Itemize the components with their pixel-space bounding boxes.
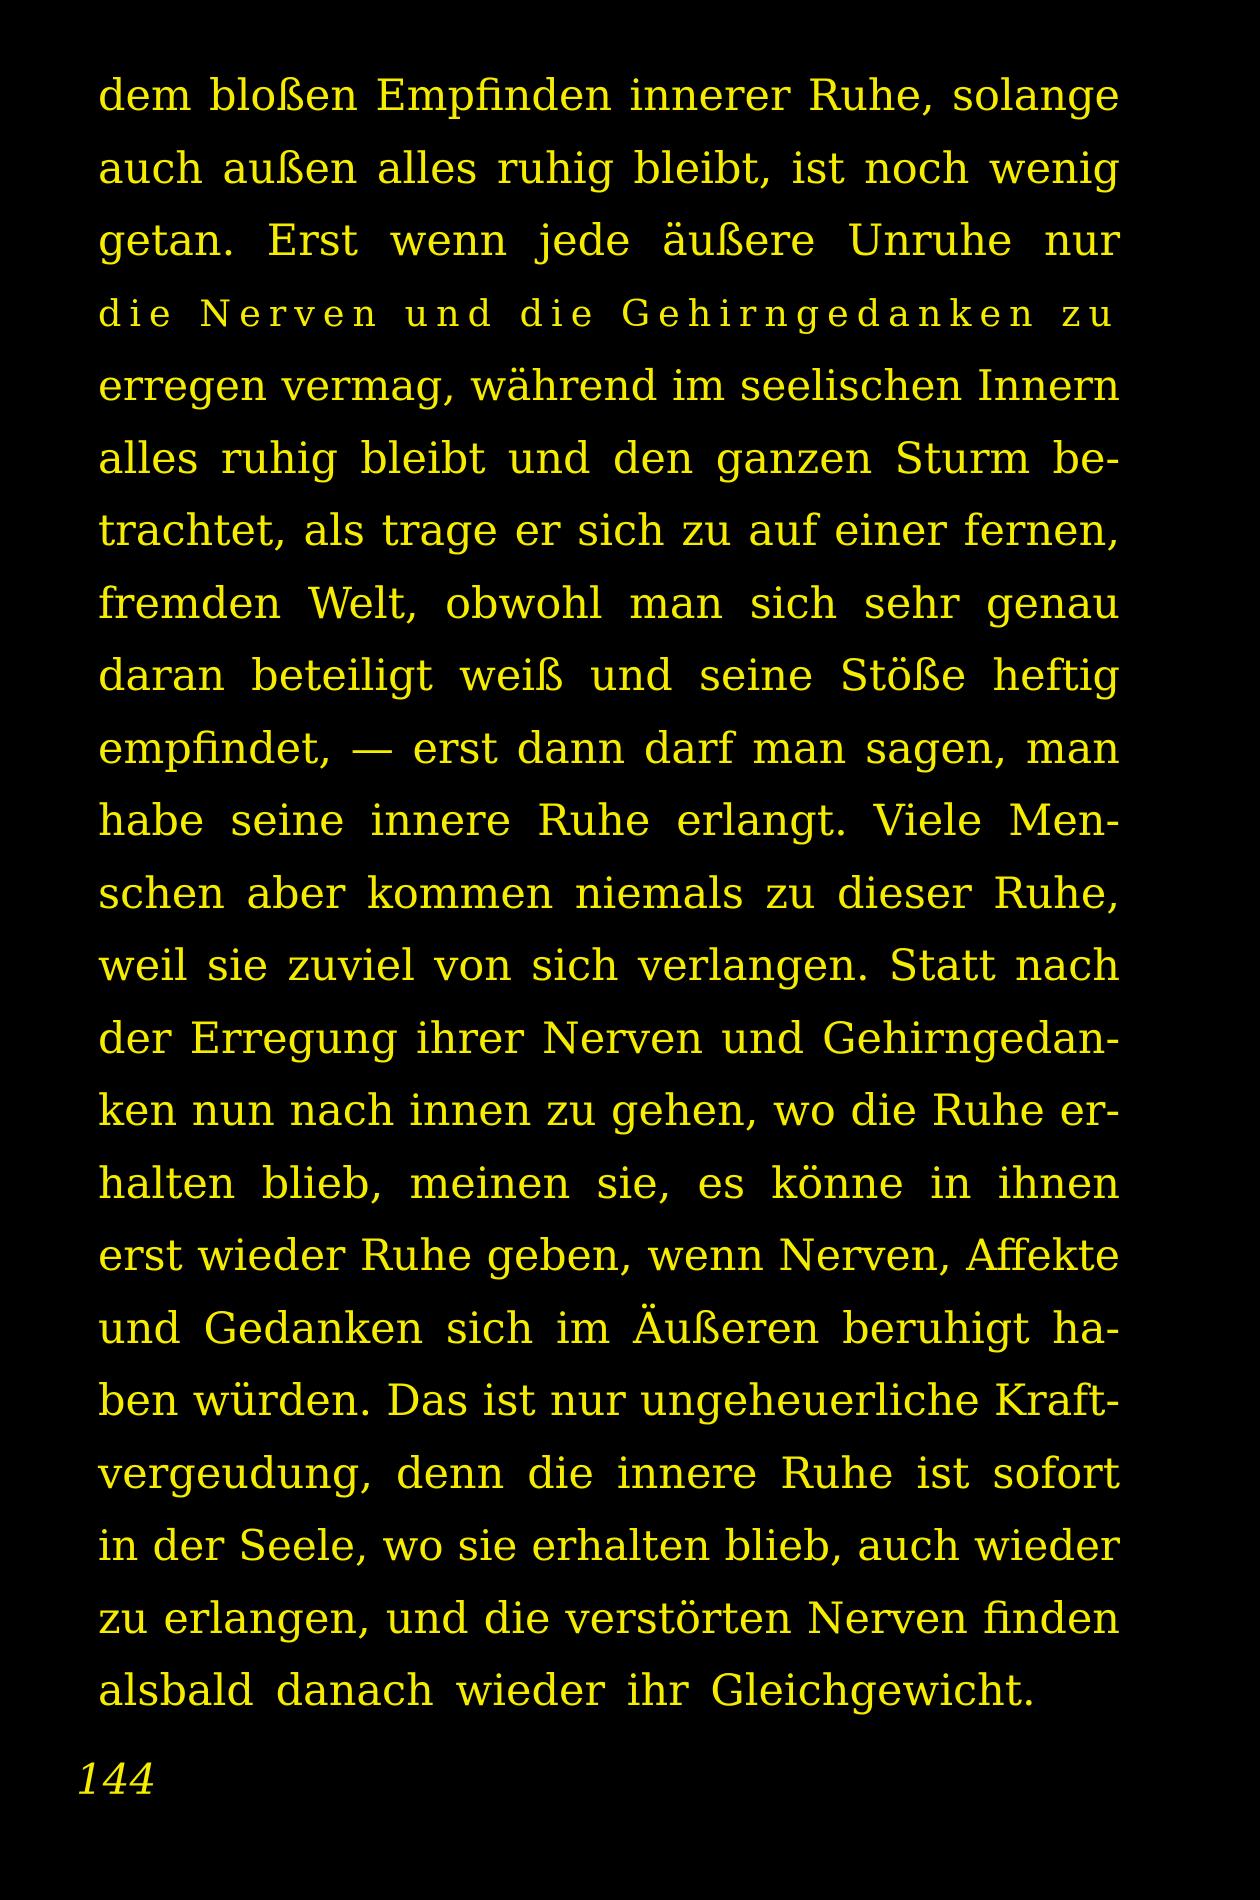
text-line-last: alsbald danach wieder ihr Gleichgewicht. [98, 1666, 1036, 1716]
text-line: dem bloßen Empfinden innerer Ruhe, solange [98, 71, 1120, 121]
text-line: der Erregung ihrer Nerven und Gehirngedan- [98, 1013, 1120, 1064]
text-line: weil sie zuviel von sich verlangen. Statt nach [98, 941, 1120, 991]
text-line: halten blieb, meinen sie, es könne in ihnen [98, 1158, 1120, 1209]
text-line: erst wieder Ruhe geben, wenn Nerven, Affekte [98, 1231, 1120, 1281]
text-line: alles ruhig bleibt und den ganzen Sturm be- [98, 433, 1120, 484]
text-line: trachtet, als trage er sich zu auf einer fernen, [98, 506, 1120, 556]
text-line: erregen vermag, während im seelischen Innern [98, 361, 1120, 410]
text-line: in der Seele, wo sie erhalten blieb, auch wieder [98, 1521, 1120, 1570]
text-line: ben würden. Das ist nur ungeheuerliche Kraft- [98, 1376, 1120, 1426]
text-line: getan. Erst wenn jede äußere Unruhe nur [98, 216, 1120, 266]
text-line: daran beteiligt weiß und seine Stöße heftig [98, 651, 1120, 701]
text-line: zu erlangen, und die verstörten Nerven finden [98, 1593, 1120, 1644]
text-line: die Nerven und die Gehirngedanken zu [98, 291, 1120, 335]
body-text [98, 60, 1120, 1728]
text-line: habe seine innere Ruhe erlangt. Viele Men- [98, 796, 1120, 846]
text-line: ken nun nach innen zu gehen, wo die Ruhe er- [98, 1086, 1120, 1136]
text-line: fremden Welt, obwohl man sich sehr genau [98, 578, 1120, 629]
page-number: 144 [76, 1755, 157, 1804]
text-line: empfindet, — erst dann darf man sagen, man [98, 723, 1120, 774]
text-line: und Gedanken sich im Äußeren beruhigt ha- [98, 1303, 1120, 1354]
text-line: auch außen alles ruhig bleibt, ist noch wenig [98, 143, 1120, 194]
text-line: schen aber kommen niemals zu dieser Ruhe, [98, 868, 1120, 919]
text-line: vergeudung, denn die innere Ruhe ist sofort [98, 1448, 1120, 1499]
